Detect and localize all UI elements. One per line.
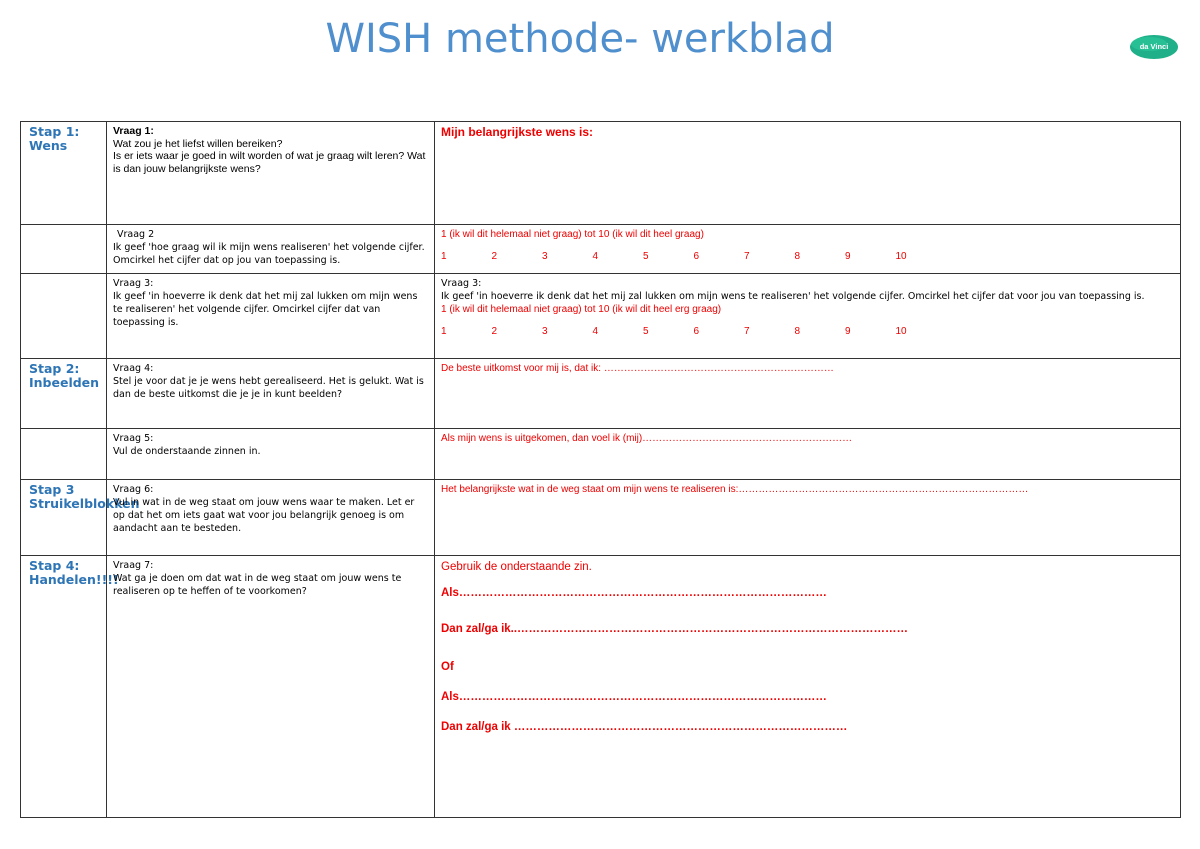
question-2-text: Ik geef 'hoe graag wil ik mijn wens realiseren' het volgende cijfer. Omcirkel het cijfer dat op jou van toepassing is.	[113, 242, 425, 266]
answer-2-field[interactable]	[435, 225, 1181, 274]
scale-3-number[interactable]: 5	[643, 326, 649, 337]
answer-3-field[interactable]	[435, 274, 1181, 359]
scale-2-number[interactable]: 9	[845, 251, 851, 262]
answer-1-field[interactable]	[435, 122, 1181, 225]
answer-1-prompt: Mijn belangrijkste wens is:	[441, 125, 594, 139]
answer-7-line[interactable]: Als……………………………………………………………………………………	[441, 587, 827, 599]
row-handelen	[21, 556, 1181, 818]
question-1-line-1: Wat zou je het liefst willen bereiken?	[113, 137, 283, 150]
question-5-text: Vul de onderstaande zinnen in.	[113, 446, 261, 457]
answer-7-line[interactable]: Dan zal/ga ik ……………………………………………………………………………	[441, 721, 848, 733]
scale-3-number[interactable]: 3	[542, 326, 548, 337]
question-7-text: Wat ga je doen om dat wat in de weg staat om jouw wens te realiseren op te heffen of te voorkomen?	[113, 573, 402, 597]
question-1-line-2: Is er iets waar je goed in wilt worden of wat je graag wilt leren? Wat is dan jouw belangrijkste wens?	[113, 150, 426, 175]
answer-7-field[interactable]	[435, 556, 1181, 818]
answer-4-field[interactable]	[435, 359, 1181, 429]
question-6	[107, 480, 435, 556]
row-struikelblokken	[21, 480, 1181, 556]
scale-2-number[interactable]: 6	[693, 251, 700, 262]
answer-6-field[interactable]	[435, 480, 1181, 556]
scale-2-numbers	[441, 251, 1174, 262]
step-2-label: Stap 2: Inbeelden	[21, 359, 107, 429]
scale-2-number[interactable]: 5	[643, 251, 649, 262]
step-3-label: Stap 3 Struikelblokken	[21, 480, 107, 556]
question-4-text: Stel je voor dat je je wens hebt gerealiseerd. Het is gelukt. Wat is dan de beste uitkomst die je je in kunt beelden?	[113, 376, 424, 400]
row-wens	[21, 122, 1181, 225]
question-3-text: Ik geef 'in hoeverre ik denk dat het mij zal lukken om mijn wens te realiseren' het volgende cijfer. Omcirkel cijfer dat van toepassing is.	[113, 291, 418, 328]
scale-3-number[interactable]: 8	[794, 326, 801, 337]
answer-4-prompt: De beste uitkomst voor mij is, dat ik: ……………………………………………………………	[441, 363, 834, 374]
step-empty-3	[21, 274, 107, 359]
answer-5-prompt: Als mijn wens is uitgekomen, dan voel ik (mij)………………………………………………………	[441, 433, 853, 444]
step-4-label: Stap 4: Handelen!!!!	[21, 556, 107, 818]
question-4-label: Vraag 4:	[113, 363, 154, 374]
answer-7-line[interactable]: Dan zal/ga ik..…………………………………………………………………………………………	[441, 623, 909, 635]
scale-2-number[interactable]: 8	[794, 251, 801, 262]
answer-7-intro: Gebruik de onderstaande zin.	[441, 561, 592, 573]
scale-3-number[interactable]: 10	[895, 326, 907, 337]
question-3-label: Vraag 3:	[113, 278, 154, 289]
worksheet-table	[20, 121, 1181, 818]
question-1-label: Vraag 1:	[113, 125, 154, 137]
step-empty-5	[21, 429, 107, 480]
scale-2-text: 1 (ik wil dit helemaal niet graag) tot 10 (ik wil dit heel graag)	[441, 229, 704, 240]
row-vraag-2	[21, 225, 1181, 274]
question-7	[107, 556, 435, 818]
row-vraag-5	[21, 429, 1181, 480]
step-1-label: Stap 1: Wens	[21, 122, 107, 225]
svg-text:da Vinci: da Vinci	[1139, 42, 1169, 51]
answer-7-line: Of	[441, 661, 454, 673]
question-5	[107, 429, 435, 480]
scale-2-number[interactable]: 7	[744, 251, 750, 262]
question-6-text: Vul in wat in de weg staat om jouw wens waar te maken. Let er op dat het om iets gaat wat voor jou belangrijk genoeg is om aandacht aan te besteden.	[113, 497, 415, 534]
scale-3-number[interactable]: 7	[744, 326, 750, 337]
question-2	[107, 225, 435, 274]
page-title: WISH methode- werkblad	[325, 16, 835, 62]
scale-3-number[interactable]: 4	[592, 326, 599, 337]
question-6-label: Vraag 6:	[113, 484, 154, 495]
scale-3-text: 1 (ik wil dit helemaal niet graag) tot 10 (ik wil dit heel erg graag)	[441, 304, 722, 315]
question-1	[107, 122, 435, 225]
answer-3-label: Vraag 3:	[441, 278, 482, 289]
step-empty-2	[21, 225, 107, 274]
question-4	[107, 359, 435, 429]
scale-3-numbers	[441, 326, 1174, 337]
scale-2-number[interactable]: 1	[441, 251, 447, 262]
answer-3-text: Ik geef 'in hoeverre ik denk dat het mij zal lukken om mijn wens te realiseren' het volgende cijfer. Omcirkel het cijfer dat voor jou van toepassing is.	[441, 291, 1145, 302]
answer-6-prompt: Het belangrijkste wat in de weg staat om mijn wens te realiseren is:……………………………………………………………………………	[441, 484, 1029, 495]
scale-3-number[interactable]: 9	[845, 326, 851, 337]
scale-3-number[interactable]: 6	[693, 326, 700, 337]
row-vraag-3	[21, 274, 1181, 359]
da-vinci-logo	[1129, 34, 1179, 60]
question-2-label: Vraag 2	[117, 229, 155, 240]
question-3	[107, 274, 435, 359]
scale-3-number[interactable]: 1	[441, 326, 447, 337]
scale-2-number[interactable]: 2	[491, 251, 498, 262]
answer-5-field[interactable]	[435, 429, 1181, 480]
answer-7-line[interactable]: Als……………………………………………………………………………………	[441, 691, 827, 703]
scale-2-number[interactable]: 3	[542, 251, 548, 262]
row-inbeelden	[21, 359, 1181, 429]
scale-3-number[interactable]: 2	[491, 326, 498, 337]
scale-2-number[interactable]: 10	[895, 251, 907, 262]
question-5-label: Vraag 5:	[113, 433, 154, 444]
scale-2-number[interactable]: 4	[592, 251, 599, 262]
question-7-label: Vraag 7:	[113, 560, 154, 571]
